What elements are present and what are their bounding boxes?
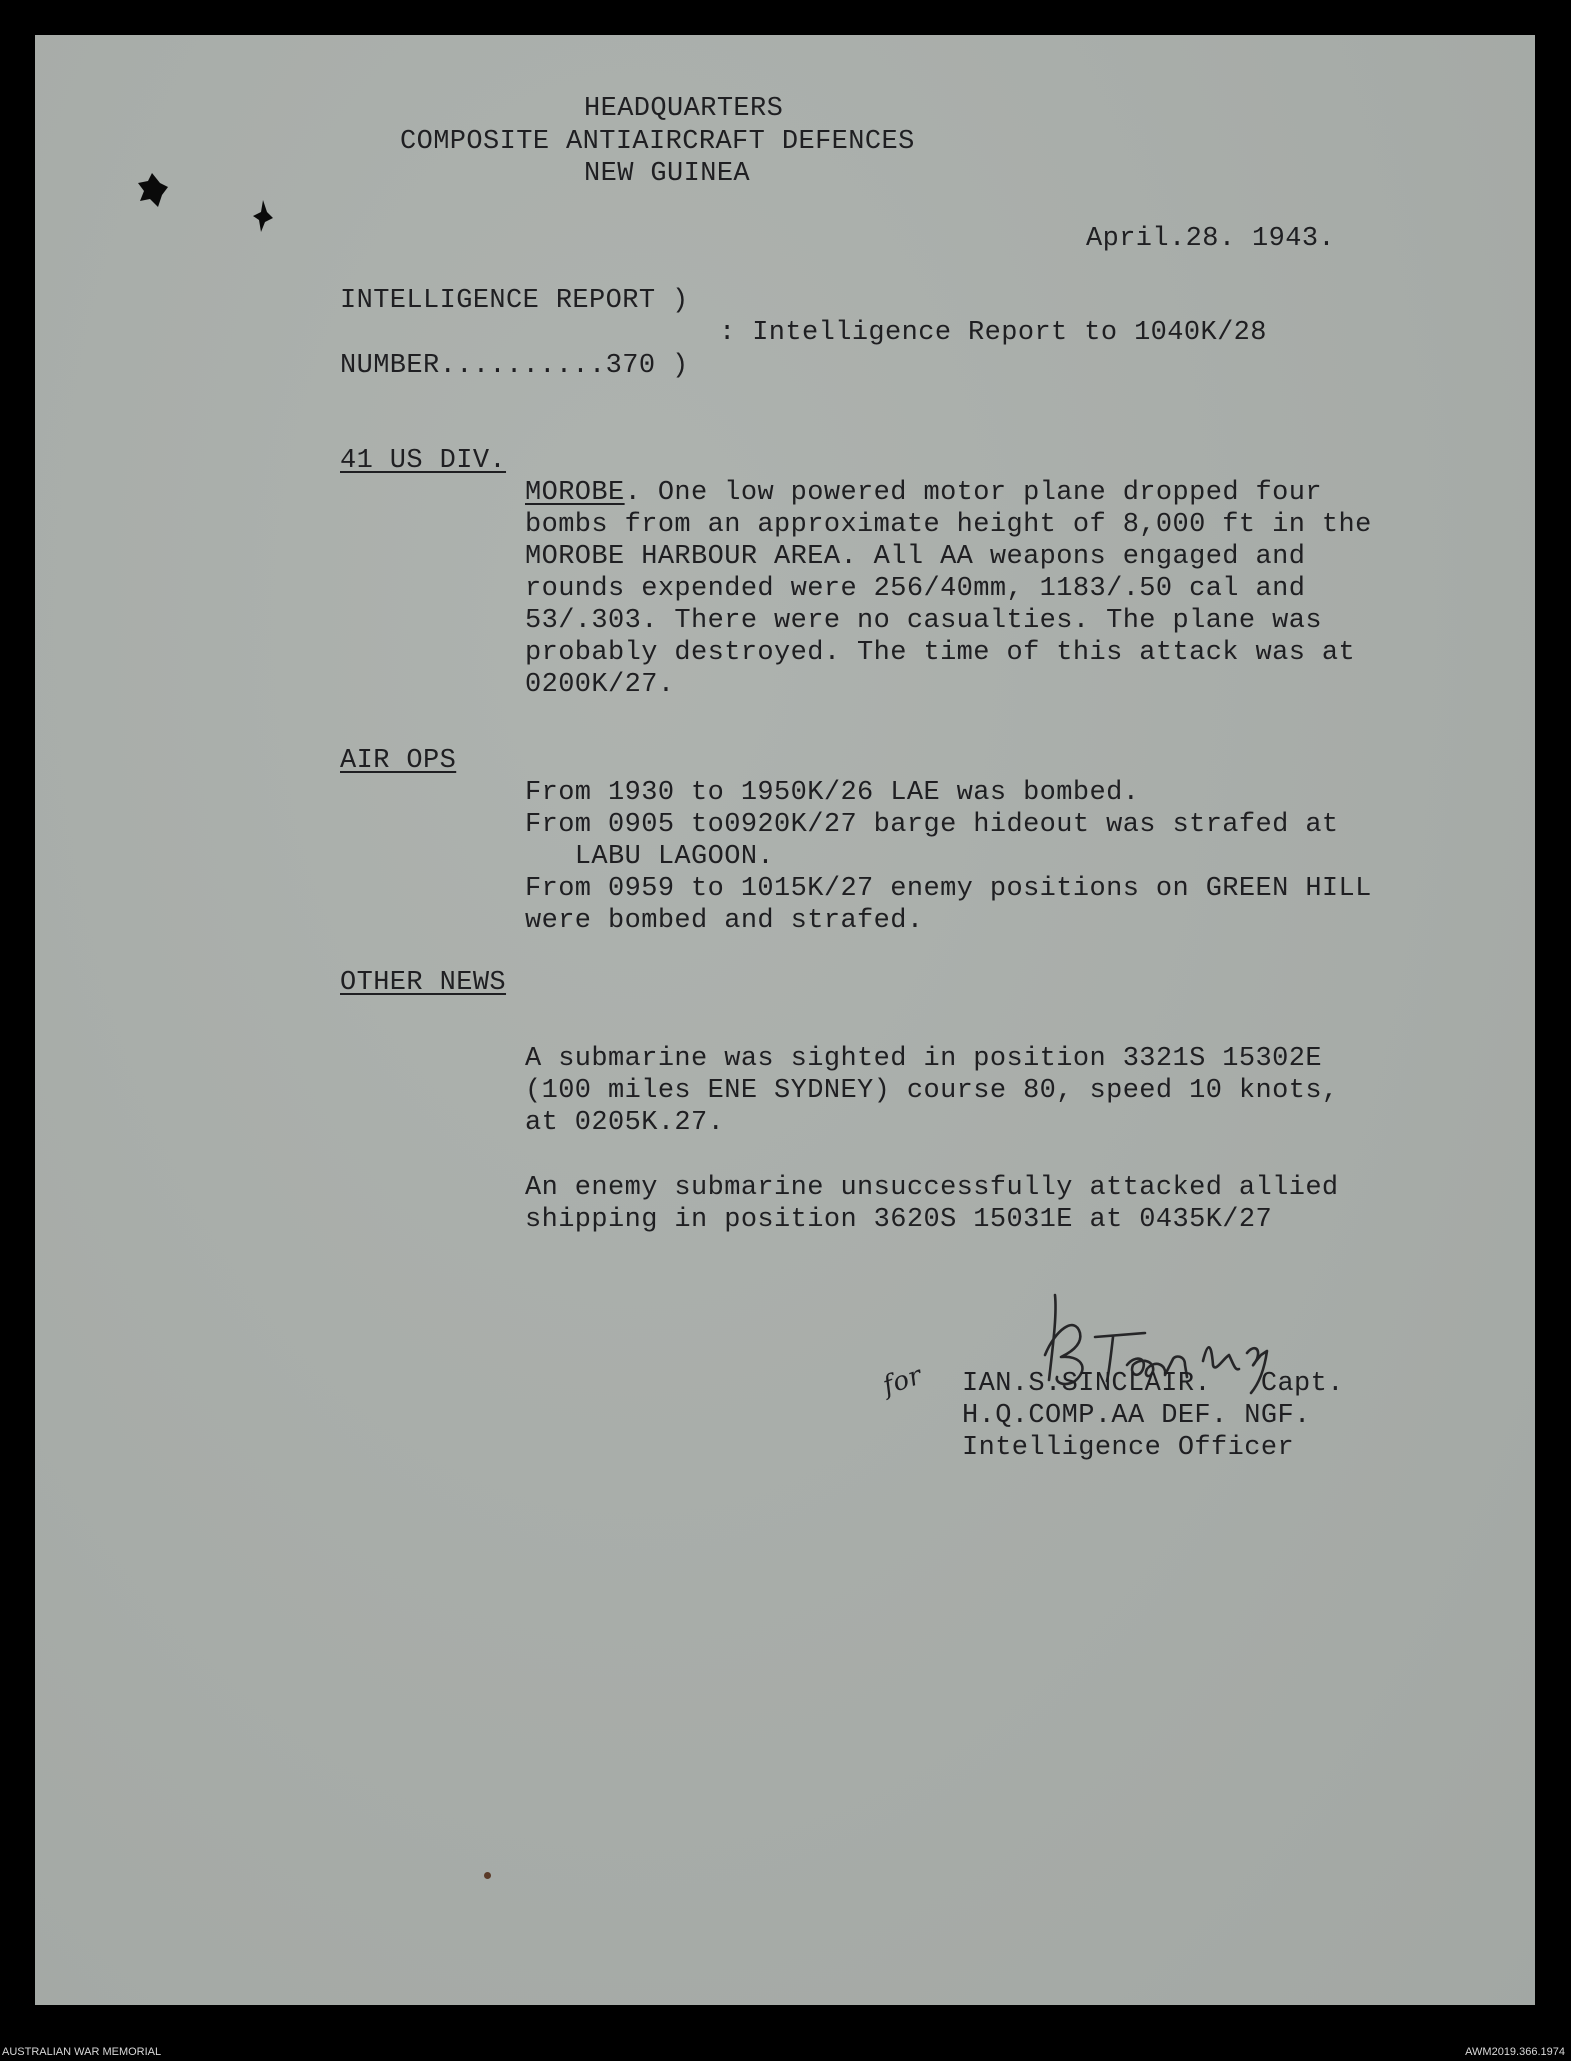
airops-line: From 0959 to 1015K/27 enemy positions on GREEN HILL: [525, 874, 1372, 904]
othernews-para1-line: at 0205K.27.: [525, 1108, 725, 1138]
document-page: [35, 35, 1535, 2005]
header-line-2: COMPOSITE ANTIAIRCRAFT DEFENCES: [400, 127, 915, 157]
signature-title: Intelligence Officer: [962, 1433, 1295, 1463]
div41-first-line: [525, 477, 1322, 509]
report-number: NUMBER..........370 ): [340, 351, 689, 381]
section-heading-41-us-div: 41 US DIV.: [340, 446, 507, 476]
othernews-para1-line: A submarine was sighted in position 3321S 15302E: [525, 1044, 1322, 1074]
div41-line: probably destroyed. The time of this attack was at: [525, 638, 1356, 668]
div41-first-line-rest: . One low powered motor plane dropped four: [624, 478, 1322, 508]
airops-line: From 0905 to0920K/27 barge hideout was strafed at: [525, 810, 1339, 840]
signature-name: IAN.S.SINCLAIR. Capt.: [962, 1369, 1344, 1399]
div41-line: MOROBE HARBOUR AREA. All AA weapons engaged and: [525, 542, 1306, 572]
airops-line: were bombed and strafed.: [525, 906, 924, 936]
div41-line: rounds expended were 256/40mm, 1183/.50 cal and: [525, 574, 1306, 604]
report-subject: : Intelligence Report to 1040K/28: [719, 318, 1267, 348]
morobe-lead: MOROBE: [525, 478, 625, 508]
othernews-para2-line: An enemy submarine unsuccessfully attacked allied: [525, 1173, 1339, 1203]
airops-line: From 1930 to 1950K/26 LAE was bombed.: [525, 778, 1140, 808]
signature-prefix: for: [879, 1360, 926, 1402]
footer-right-caption: AWM2019.366.1974: [1465, 2046, 1565, 2058]
header-line-1: HEADQUARTERS: [584, 94, 784, 124]
report-title: INTELLIGENCE REPORT ): [340, 286, 689, 316]
section-heading-air-ops: AIR OPS: [340, 746, 457, 776]
othernews-para1-line: (100 miles ENE SYDNEY) course 80, speed 10 knots,: [525, 1076, 1339, 1106]
section-heading-other-news: OTHER NEWS: [340, 968, 507, 998]
punch-hole-right: [253, 200, 273, 232]
header-line-3: NEW GUINEA: [584, 159, 751, 189]
punch-hole-left: [138, 173, 168, 207]
airops-line: LABU LAGOON.: [525, 842, 775, 872]
div41-line: 0200K/27.: [525, 670, 675, 700]
othernews-para2-line: shipping in position 3620S 15031E at 0435K/27: [525, 1205, 1273, 1235]
div41-line: bombs from an approximate height of 8,000 ft in the: [525, 510, 1372, 540]
signature-unit: H.Q.COMP.AA DEF. NGF.: [962, 1401, 1311, 1431]
report-date: April.28. 1943.: [1086, 224, 1336, 254]
div41-line: 53/.303. There were no casualties. The plane was: [525, 606, 1322, 636]
paper-stain: [484, 1872, 491, 1879]
footer-left-caption: AUSTRALIAN WAR MEMORIAL: [2, 2046, 162, 2058]
